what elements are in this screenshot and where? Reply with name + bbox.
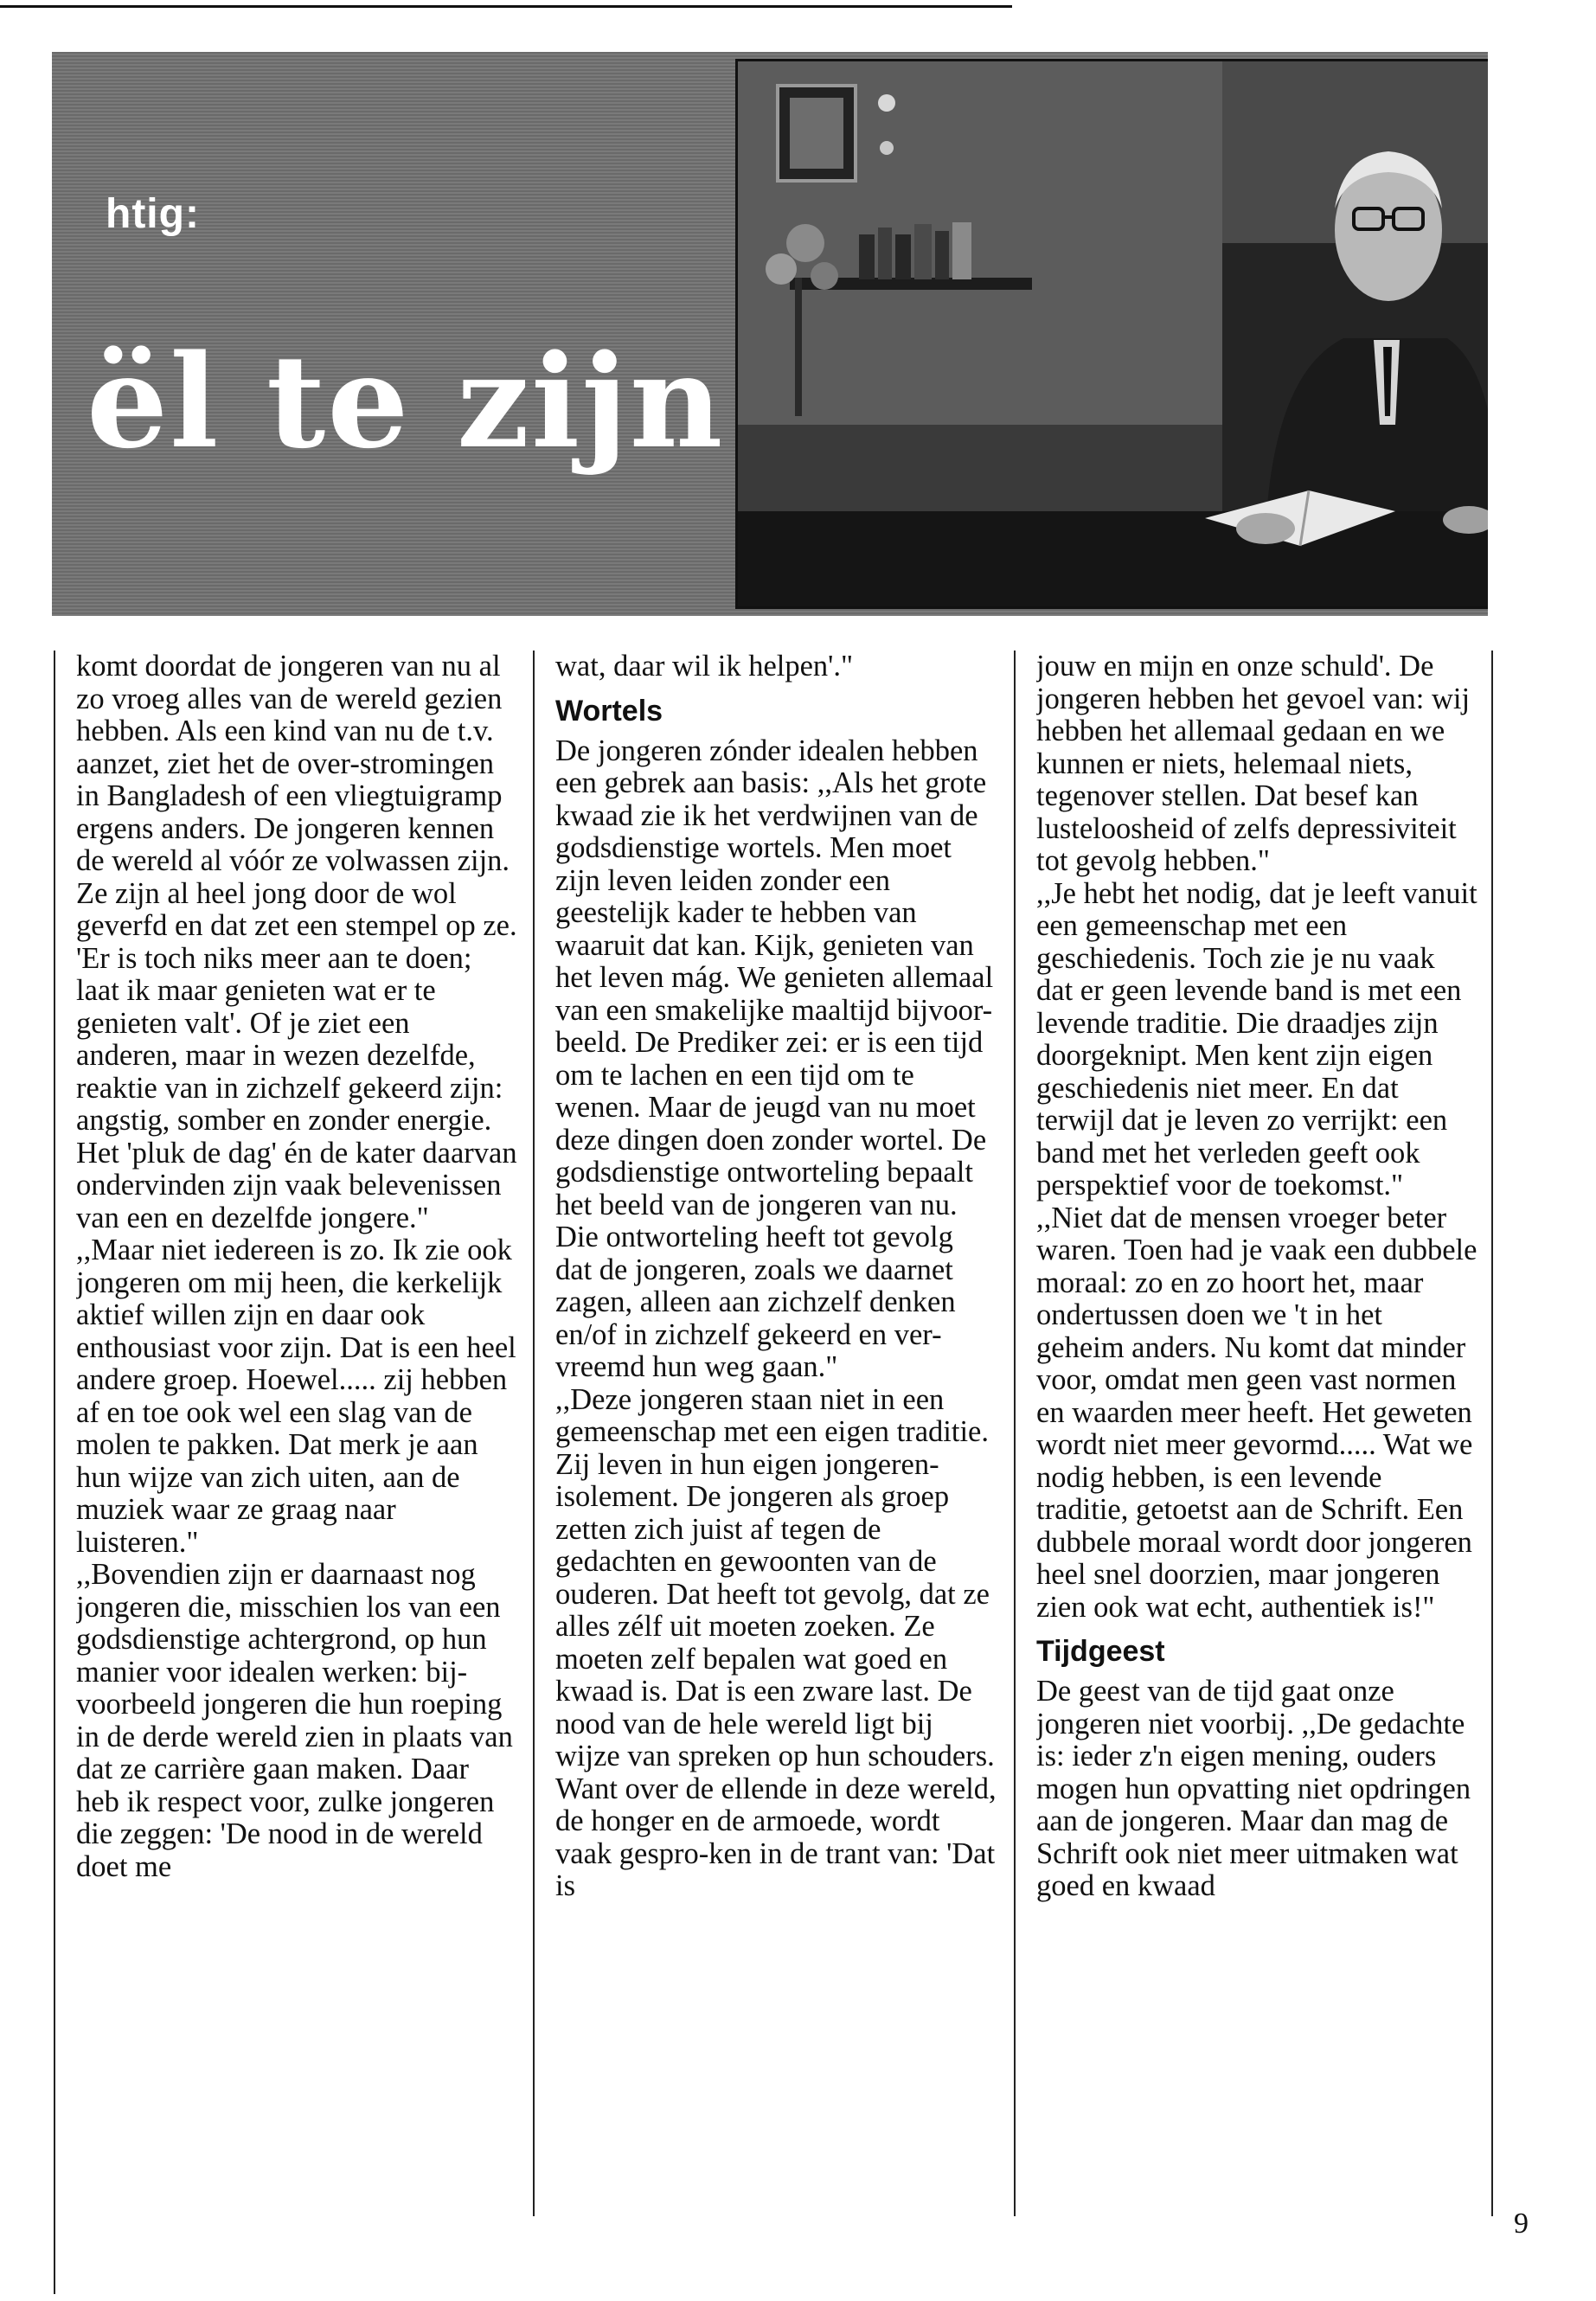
column-rule-1 (533, 651, 535, 2216)
paragraph: ,,Deze jongeren staan niet in een gemeenschap met een eigen traditie. Zij leven in hun eigen jongeren-isolement. De jongeren als groep zetten zich juist af tegen de gedachten en gewoonten van de ouderen. Dat heeft tot gevolg, dat ze alles zélf uit moeten zoeken. Ze moeten zelf bepalen wat goed en kwaad is. Dat is een zware last. De nood van de hele wereld ligt bij wijze van spreken op hun schouders. Want over de ellende in deze wereld, de honger en de armoede, wordt vaak gespro-ken in de trant van: 'Dat is (555, 1382, 997, 1902)
page-number: 9 (1514, 2208, 1529, 2240)
subhead-tijdgeest: Tijdgeest (1036, 1635, 1165, 1668)
text-column-1 (76, 651, 517, 2208)
column-rule-left (54, 651, 55, 2294)
paragraph: ,,Niet dat de mensen vroeger beter waren. Toen had je vaak een dubbele moraal: zo en zo hoort het, maar ondertussen doen we 't in het geheim anders. Nu komt dat minder voor, omdat men geen vast normen en waarden meer heeft. Het geweten wordt niet meer gevormd..... Wat we nodig hebben, is een levende traditie, getoetst aan de Schrift. Een dubbele moraal wordt door jongeren heel snel doorzien, maar jongeren zien ook wat echt, authentiek is!" (1036, 1201, 1477, 1624)
header-kicker: htig: (106, 191, 200, 237)
paragraph: ,,Maar niet iedereen is zo. Ik zie ook jongeren om mij heen, die kerkelijk aktief willen zijn en daar ook enthousiast voor zijn. Dat is een heel andere groep. Hoewel..... zij hebben af en toe ook wel een slag van de molen te pakken. Dat merk je aan hun wijze van zich uiten, aan de muziek waar ze graag naar luisteren." (76, 1234, 516, 1559)
paragraph: ,,Je hebt het nodig, dat je leeft vanuit een gemeenschap met een geschiedenis. Toch zie je nu vaak dat er geen levende band is met een levende traditie. Die draadjes zijn doorgeknipt. Men kent zijn eigen geschiedenis niet meer. En dat terwijl dat je leven zo verrijkt: een band met het verleden geeft ook perspektief voor de toekomst." (1036, 876, 1477, 1202)
paragraph: wat, daar wil ik helpen'." (555, 651, 854, 683)
column-rule-2 (1014, 651, 1016, 2216)
headline: ël te zijn (87, 326, 725, 477)
paragraph: De jongeren zónder idealen hebben een gebrek aan basis: ,,Als het grote kwaad zie ik het verdwijnen van de godsdienstige wortels. Men moet zijn leven leiden zonder een geestelijk kader te hebben van waaruit dat kan. Kijk, genieten van het leven mág. We genieten allemaal van een smakelijke maaltijd bijvoor-beeld. De Prediker zei: er is een tijd om te lachen en een tijd om te wenen. Maar de jeugd van nu moet deze dingen doen zonder wortel. De godsdienstige ontworteling bepaalt het beeld van de jongeren van nu. Die ontworteling heeft tot gevolg dat de jongeren, zoals we daarnet zagen, alleen aan zichzelf denken en/of in zichzelf gekeerd en ver-vreemd hun weg gaan." (555, 734, 994, 1383)
subhead-wortels: Wortels (555, 694, 663, 727)
paragraph: De geest van de tijd gaat onze jongeren niet voorbij. ,,De gedachte is: ieder z'n eigen mening, ouders mogen hun opvatting niet opdringen aan de jongeren. Maar dan mag de Schrift ook niet meer uitmaken wat goed en kwaad (1036, 1675, 1471, 1902)
photo-man-at-desk (738, 61, 1488, 606)
text-column-3 (1036, 651, 1477, 2208)
paragraph: jouw en mijn en onze schuld'. De jongeren hebben het gevoel van: wij hebben het allemaal gedaan en we kunnen er niets, helemaal niets, tegenover stellen. Dat besef kan lusteloosheid of zelfs depressiviteit tot gevolg hebben." (1036, 651, 1471, 877)
text-column-2 (555, 651, 997, 2208)
top-rule (0, 5, 1012, 8)
paragraph: komt doordat de jongeren van nu al zo vroeg alles van de wereld gezien hebben. Als een kind van nu de t.v. aanzet, ziet het de over-stromingen in Bangladesh of een vliegtuigramp ergens anders. De jongeren kennen de wereld al vóór ze volwassen zijn. Ze zijn al heel jong door de wol geverfd en dat zet een stempel op ze. 'Er is toch niks meer aan te doen; laat ik maar genieten wat er te genieten valt'. Of je ziet een anderen, maar in wezen dezelfde, reaktie van in zichzelf gekeerd zijn: angstig, somber en zonder energie. Het 'pluk de dag' én de kater daarvan ondervinden zijn vaak belevenissen van een en dezelfde jongere." (76, 651, 517, 1234)
column-rule-right (1491, 651, 1493, 2216)
photo (735, 59, 1488, 609)
paragraph: ,,Bovendien zijn er daarnaast nog jongeren die, misschien los van een godsdienstige achtergrond, op hun manier voor idealen werken: bij-voorbeeld jongeren die hun roeping in de derde wereld zien in plaats van dat ze carrière gaan maken. Daar heb ik respect voor, zulke jongeren die zeggen: 'De nood in de wereld doet me (76, 1558, 513, 1883)
header-band (52, 52, 1488, 616)
